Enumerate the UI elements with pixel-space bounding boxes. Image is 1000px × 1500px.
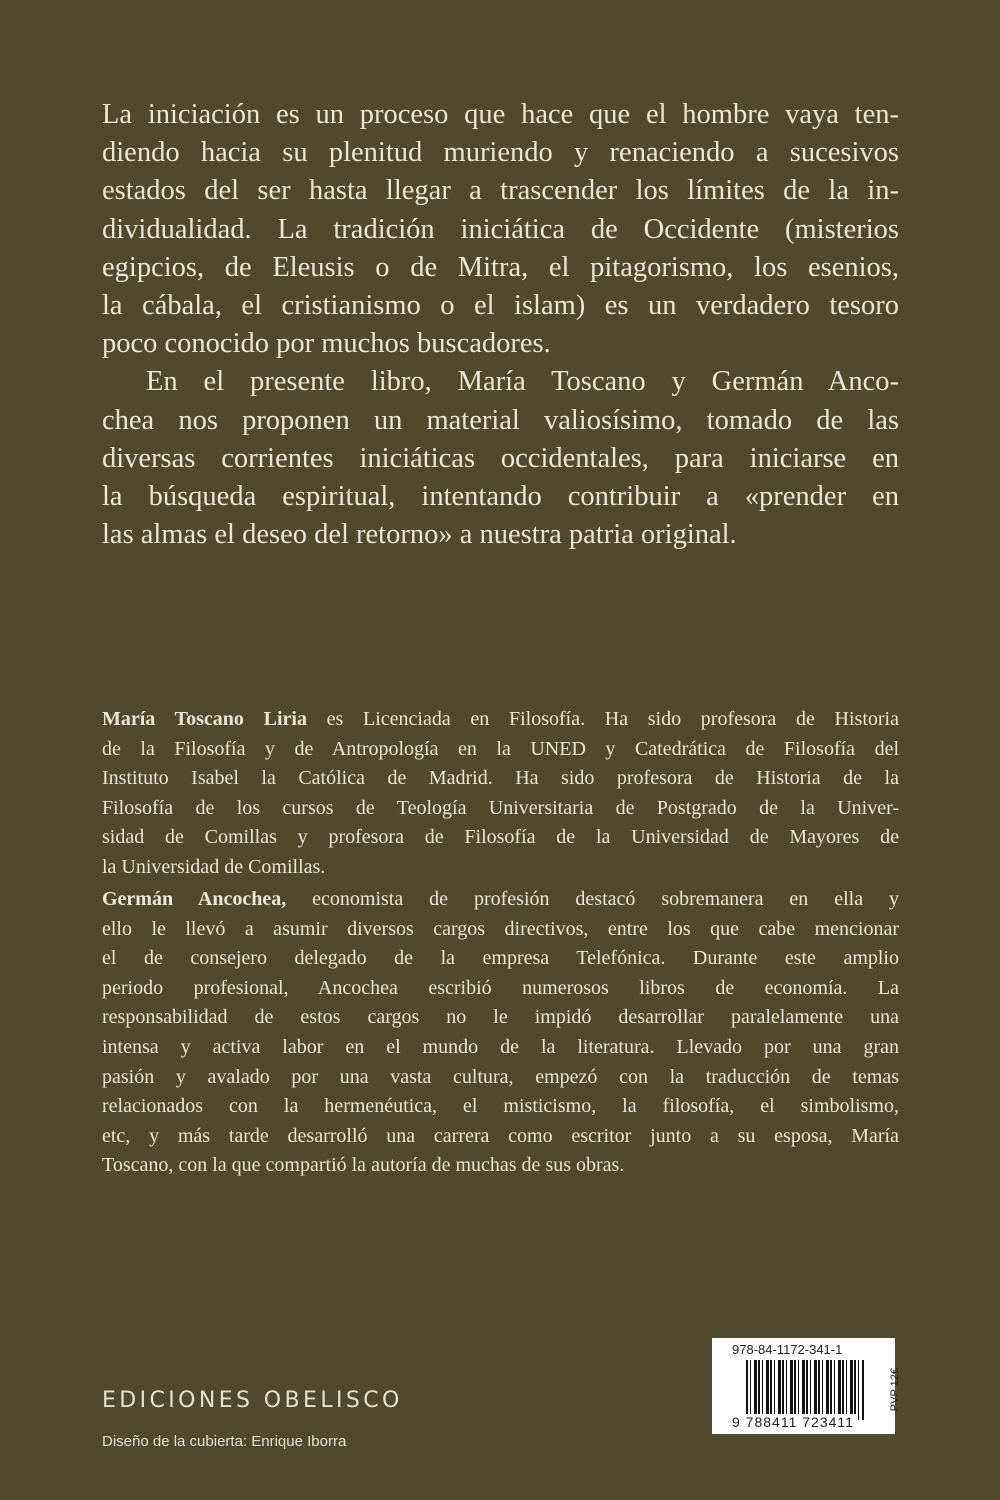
text-line: diversas corrientes iniciáticas occidentales, para iniciarse en [102,442,899,474]
bio-text: es Licenciada en Filosofía. Ha sido profesora de Historia [306,708,899,730]
text-line: poco conocido por muchos buscadores. [102,328,551,360]
text-line [102,885,899,915]
text-line: periodo profesional, Ancochea escribió numerosos libros de economía. La [102,976,899,999]
text-line: estados del ser hasta llegar a trascender los límites de la in- [102,175,899,207]
text-line: sidad de Comillas y profesora de Filosofía de la Universidad de Mayores de [102,826,899,849]
text-line: Filosofía de los cursos de Teología Universitaria de Postgrado de la Univer- [102,796,899,819]
synopsis [102,96,899,554]
text-line: etc, y más tarde desarrolló una carrera como escritor junto a su esposa, María [102,1124,899,1147]
bio-text: economista de profesión destacó sobremanera en ella y [286,888,899,910]
synopsis-paragraph-1 [102,96,899,363]
text-line: el de consejero delegado de la empresa Telefónica. Durante este amplio [102,947,899,970]
price-label: PVP 12€ [889,1368,901,1412]
text-line: la cábala, el cristianismo o el islam) es un verdadero tesoro [102,289,899,321]
text-line [102,705,899,735]
text-line: Instituto Isabel la Católica de Madrid. Ha sido profesora de Historia de la [102,767,899,790]
text-line: intensa y activa labor en el mundo de la literatura. Llevado por una gran [102,1035,899,1058]
text-line: egipcios, de Eleusis o de Mitra, el pitagorismo, los esenios, [102,251,899,283]
isbn-text: 978-84-1172-341-1 [732,1342,843,1357]
text-line: responsabilidad de estos cargos no le impidó desarrollar paralelamente una [102,1006,899,1029]
synopsis-paragraph-2 [102,363,899,554]
text-line: diendo hacia su plenitud muriendo y renaciendo a sucesivos [102,137,899,169]
barcode-bars [746,1360,864,1420]
text-line: La iniciación es un proceso que hace que el hombre vaya ten- [102,99,899,130]
author-name: Germán Ancochea, [102,888,287,910]
barcode-digits: 9 788411 723411 [732,1414,854,1430]
text-line: las almas el deseo del retorno» a nuestra patria original. [102,519,737,551]
text-line: dividualidad. La tradición iniciática de Occidente (misterios [102,213,899,245]
author-bio-maria-toscano [102,705,899,883]
text-line: chea nos proponen un material valiosísimo, tomado de las [102,404,899,436]
text-line: Toscano, con la que compartió la autoría de muchas de sus obras. [102,1154,625,1177]
author-name: María Toscano Liria [102,708,307,730]
isbn-barcode [712,1338,901,1434]
text-line: pasión y avalado por una vasta cultura, empezó con la traducción de temas [102,1065,899,1088]
text-line: de la Filosofía y de Antropología en la UNED y Catedrática de Filosofía del [102,737,899,760]
publisher-name: EDICIONES OBELISCO [102,1388,403,1413]
text-line: la búsqueda espiritual, intentando contribuir a «prender en [102,480,899,512]
text-line: En el presente libro, María Toscano y Germán Anco- [146,366,899,398]
text-line: la Universidad de Comillas. [102,855,326,878]
text-line: ello le llevó a asumir diversos cargos directivos, entre los que cabe mencionar [102,917,899,940]
cover-design-credit: Diseño de la cubierta: Enrique Iborra [102,1433,347,1450]
text-line: relacionados con la hermenéutica, el misticismo, la filosofía, el simbolismo, [102,1095,899,1118]
author-bio-german-ancochea [102,885,899,1181]
